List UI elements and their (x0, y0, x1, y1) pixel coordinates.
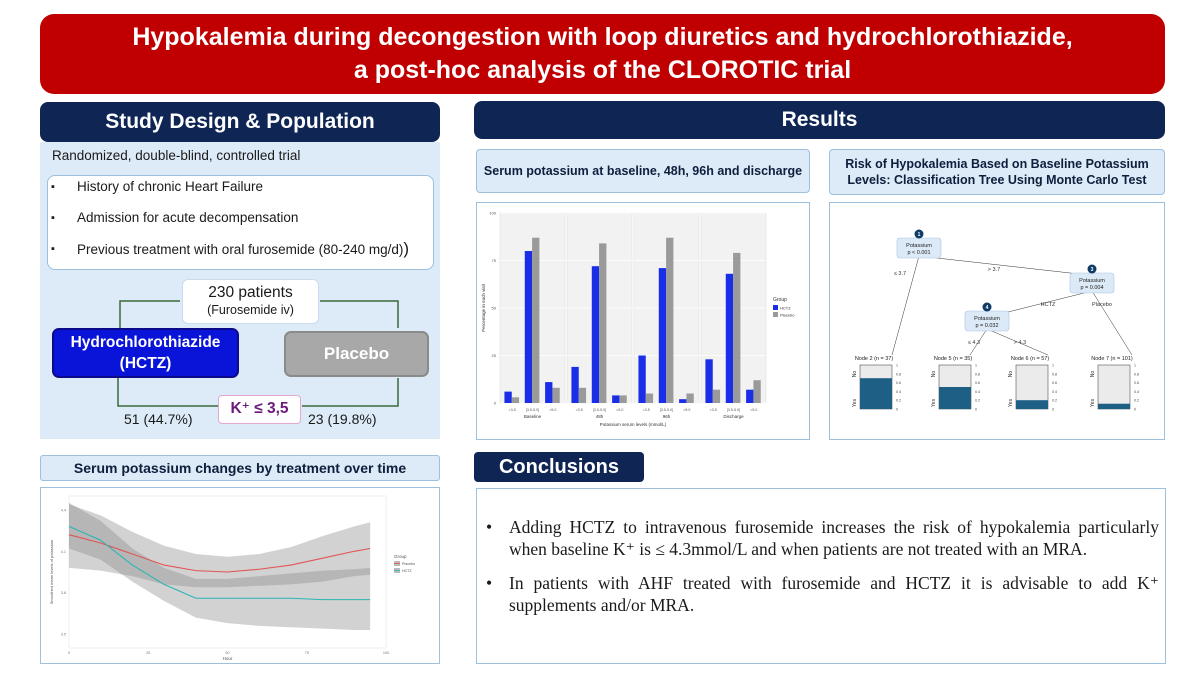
bar-ytick-label: 0 (493, 400, 496, 406)
flow-line-left (120, 301, 180, 328)
tree-node-p: p = 0.032 (975, 323, 999, 329)
bar-ytick-label: 25 (491, 353, 496, 358)
bar-legend-label: HCTZ (780, 305, 791, 311)
hctz-count: 51 (44.7%) (124, 411, 193, 427)
tree-leaf-tick-label: 1 (1134, 363, 1136, 368)
bar-placebo-discharge-2 (753, 380, 760, 403)
tree-node-id: 3 (1090, 267, 1094, 273)
tree-leaf-no-label: No (1090, 370, 1096, 378)
bar-hctz-96h-2 (679, 399, 686, 403)
tree-edge-label: Placebo (1092, 302, 1112, 308)
time-legend-title: Group (394, 554, 407, 559)
tree-leaf-tick-label: 0.8 (1052, 372, 1057, 377)
tree-leaf-tick-label: 0.8 (975, 372, 980, 377)
criteria-item-text: Previous treatment with oral furosemide (80-240 mg/d) (77, 242, 404, 257)
bar-hctz-baseline-1 (525, 251, 532, 403)
tree-leaf-tick-label: 0.4 (1052, 389, 1057, 394)
design-header: Study Design & Population (40, 102, 440, 142)
conclusions-list (476, 516, 1159, 628)
bar-placebo-baseline-0 (512, 397, 519, 403)
tree-chart (830, 203, 1162, 437)
bar-hctz-96h-1 (659, 268, 666, 403)
criteria-item: ▪ Admission for acute decompensation (47, 208, 437, 239)
tree-leaf-label: Node 7 (n = 101) (1091, 356, 1133, 362)
arm-hctz-line1: Hydrochlorothiazide (70, 334, 221, 351)
bar-hctz-discharge-2 (746, 390, 753, 403)
tree-edge (919, 256, 1088, 275)
tree-leaf-label: Node 2 (n = 37) (854, 356, 894, 362)
bar-placebo-discharge-1 (733, 253, 740, 403)
bar-ytick-label: 100 (489, 210, 496, 216)
time-xtick-label: 100 (382, 651, 390, 655)
bar-legend-swatch (773, 312, 778, 317)
tree-node-label: Potassium (1079, 278, 1105, 284)
tree-leaf-yes-label: Yes (1090, 398, 1096, 408)
conclusions-header: Conclusions (474, 452, 644, 482)
placebo-count: 23 (19.8%) (308, 411, 377, 427)
bar-ylabel: Percentage in each visit (481, 284, 486, 332)
tree-leaf-tick-label: 0.6 (896, 381, 901, 386)
tree-leaf-tick-label: 0.4 (896, 389, 901, 394)
tree-leaf-box (1098, 365, 1130, 409)
tree-leaf-tick-label: 0 (896, 407, 898, 412)
tree-leaf-tick-label: 1 (975, 363, 977, 368)
tree-leaf-yes-fill (860, 378, 892, 409)
bar-category-label: >5.0 (750, 408, 758, 412)
bar-chart (477, 203, 807, 437)
tree-panel (829, 202, 1165, 440)
closing-paren: ) (403, 239, 410, 258)
tree-leaf-tick-label: 0.2 (975, 398, 980, 403)
patients-count: 230 patients (208, 284, 293, 301)
bar-legend-swatch (773, 305, 778, 310)
tree-leaf-label: Node 6 (n = 57) (1010, 356, 1050, 362)
time-ytick-label: 4.1 (60, 549, 66, 554)
bar-ytick-label: 50 (491, 305, 496, 311)
title-line-2: a post-hoc analysis of the CLOROTIC trial (353, 56, 852, 84)
tree-leaf-yes-label: Yes (931, 398, 937, 408)
bar-placebo-96h-0 (646, 394, 653, 404)
tree-edge-label: ≤ 4.3 (967, 340, 981, 346)
bar-placebo-baseline-1 (532, 238, 539, 403)
bar-hctz-48h-2 (612, 395, 619, 403)
bar-placebo-96h-1 (666, 238, 673, 403)
tree-node-id: 1 (917, 232, 921, 238)
bar-placebo-96h-2 (686, 394, 693, 404)
time-chart (41, 488, 437, 661)
tree-node-label: Potassium (974, 316, 1000, 322)
tree-node-p: p < 0.001 (907, 250, 931, 256)
tree-leaf-label: Node 5 (n = 35) (933, 356, 973, 362)
tree-edge-label: ≤ 3.7 (893, 271, 907, 277)
threshold-box: K⁺ ≤ 3,5 (218, 395, 301, 424)
bar-facet-label: 48h (595, 414, 604, 419)
bar-hctz-baseline-0 (504, 392, 511, 403)
tree-node-label: Potassium (906, 243, 932, 249)
bar-placebo-48h-1 (599, 243, 606, 403)
bar-placebo-discharge-0 (713, 390, 720, 403)
tree-edge-label: > 4.3 (1013, 340, 1027, 346)
patients-sub: (Furosemide iv) (207, 303, 294, 317)
tree-leaf-yes-fill (1016, 400, 1048, 409)
tree-leaf-yes-fill (1098, 404, 1130, 409)
tree-node-p: p = 0.004 (1080, 285, 1104, 291)
bar-legend-title: Group (773, 297, 787, 303)
bar-panel-title: Serum potassium at baseline, 48h, 96h and discharge (476, 149, 810, 193)
tree-leaf-tick-label: 0.8 (896, 372, 901, 377)
time-legend-label: Placebo (402, 562, 415, 566)
tree-leaf-tick-label: 0.6 (975, 381, 980, 386)
time-legend-label: HCTZ (402, 569, 412, 573)
time-ytick-label: 4.4 (60, 508, 66, 513)
bar-category-label: [3.5-5.0] (659, 408, 674, 412)
flow-line-bottom-left (118, 378, 218, 406)
flow-line-bottom-right (302, 378, 398, 406)
time-panel (40, 487, 440, 664)
bar-facet-label: Discharge (723, 414, 744, 419)
time-ylabel: Smoothed mean levels of potassium (49, 539, 54, 605)
bar-category-label: [3.5-5.0] (525, 408, 540, 412)
tree-leaf-tick-label: 0.2 (1134, 398, 1139, 403)
conclusion-item: • In patients with AHF treated with furosemide and HCTZ it is advisable to add K⁺ supplements and/or MRA. (476, 572, 1159, 616)
tree-leaf-yes-label: Yes (1008, 398, 1014, 408)
tree-leaf-tick-label: 0.6 (1052, 381, 1057, 386)
arm-placebo: Placebo (284, 331, 429, 377)
results-header: Results (474, 101, 1165, 139)
time-xtick-label: 25 (146, 651, 151, 655)
bar-category-label: >5.0 (549, 408, 557, 412)
tree-leaf-tick-label: 0 (975, 407, 977, 412)
bar-hctz-baseline-2 (545, 382, 552, 403)
flow-line-right (320, 301, 398, 328)
tree-leaf-tick-label: 0.2 (896, 398, 901, 403)
tree-leaf-no-label: No (931, 370, 937, 378)
criteria-item (47, 239, 437, 270)
poster-title (40, 14, 1165, 94)
bar-category-label: <3.5 (709, 408, 717, 412)
bar-placebo-48h-0 (579, 388, 586, 403)
criteria-item: ▪ History of chronic Heart Failure (47, 177, 437, 208)
bar-hctz-discharge-1 (726, 274, 733, 403)
time-ytick-label: 3.8 (60, 591, 66, 596)
time-xtick-label: 0 (67, 651, 71, 655)
bar-hctz-96h-0 (638, 356, 645, 404)
tree-edge-label: HCTZ (1040, 302, 1056, 308)
time-xlabel: Hour (222, 656, 233, 661)
tree-leaf-yes-fill (939, 387, 971, 409)
bar-category-label: <3.5 (642, 408, 650, 412)
bar-category-label: <3.5 (575, 408, 583, 412)
tree-leaf-tick-label: 1 (896, 363, 898, 368)
title-line-1: Hypokalemia during decongestion with loop diuretics and hydrochlorothiazide, (132, 23, 1073, 51)
bar-category-label: [3.5-5.0] (592, 408, 607, 412)
tree-title-line2: Levels: Classification Tree Using Monte Carlo Test (847, 173, 1147, 187)
tree-leaf-no-label: No (852, 370, 858, 378)
tree-leaf-tick-label: 0 (1052, 407, 1054, 412)
bar-placebo-48h-2 (619, 395, 626, 403)
time-xtick-label: 50 (225, 651, 230, 655)
patients-box (182, 279, 319, 324)
bar-category-label: <3.5 (508, 408, 516, 412)
tree-edge (1092, 291, 1132, 355)
arm-hctz (52, 328, 239, 378)
bar-category-label: >5.0 (616, 408, 624, 412)
design-subtitle: Randomized, double-blind, controlled trial (52, 148, 301, 163)
tree-leaf-tick-label: 0.2 (1052, 398, 1057, 403)
bar-category-label: [3.5-5.0] (726, 408, 741, 412)
tree-title-line1: Risk of Hypokalemia Based on Baseline Potassium (845, 157, 1149, 171)
conclusion-item: • Adding HCTZ to intravenous furosemide increases the risk of hypokalemia particularly when baseline K⁺ is ≤ 4.3mmol/L and when patients are not treated with an MRA. (476, 516, 1159, 560)
bar-ytick-label: 75 (491, 258, 496, 263)
bar-xlabel: Potassium serum levels (mmol/L) (599, 422, 667, 427)
bar-category-label: >5.0 (683, 408, 691, 412)
bar-facet-label: 96h (662, 414, 671, 419)
criteria-list (47, 177, 437, 270)
bar-hctz-48h-0 (571, 367, 578, 403)
bar-legend-label: Placebo (780, 312, 795, 318)
tree-leaf-tick-label: 0.4 (975, 389, 980, 394)
bar-placebo-baseline-2 (552, 388, 559, 403)
tree-leaf-tick-label: 0 (1134, 407, 1136, 412)
bar-facet-label: Baseline (523, 414, 542, 419)
tree-leaf-tick-label: 0.6 (1134, 381, 1139, 386)
tree-panel-title (829, 149, 1165, 195)
tree-leaf-tick-label: 0.4 (1134, 389, 1139, 394)
tree-leaf-tick-label: 0.8 (1134, 372, 1139, 377)
tree-leaf-no-label: No (1008, 370, 1014, 378)
time-panel-header: Serum potassium changes by treatment over time (40, 455, 440, 481)
bar-hctz-discharge-0 (705, 359, 712, 403)
bar-hctz-48h-1 (592, 266, 599, 403)
tree-leaf-tick-label: 1 (1052, 363, 1054, 368)
tree-edge-label: > 3.7 (987, 267, 1001, 273)
arm-hctz-line2: (HCTZ) (119, 355, 172, 372)
tree-node-id: 4 (985, 305, 989, 311)
time-ytick-label: 3.5 (60, 632, 66, 637)
time-xtick-label: 75 (304, 651, 309, 655)
tree-leaf-yes-label: Yes (852, 398, 858, 408)
bar-panel (476, 202, 810, 440)
